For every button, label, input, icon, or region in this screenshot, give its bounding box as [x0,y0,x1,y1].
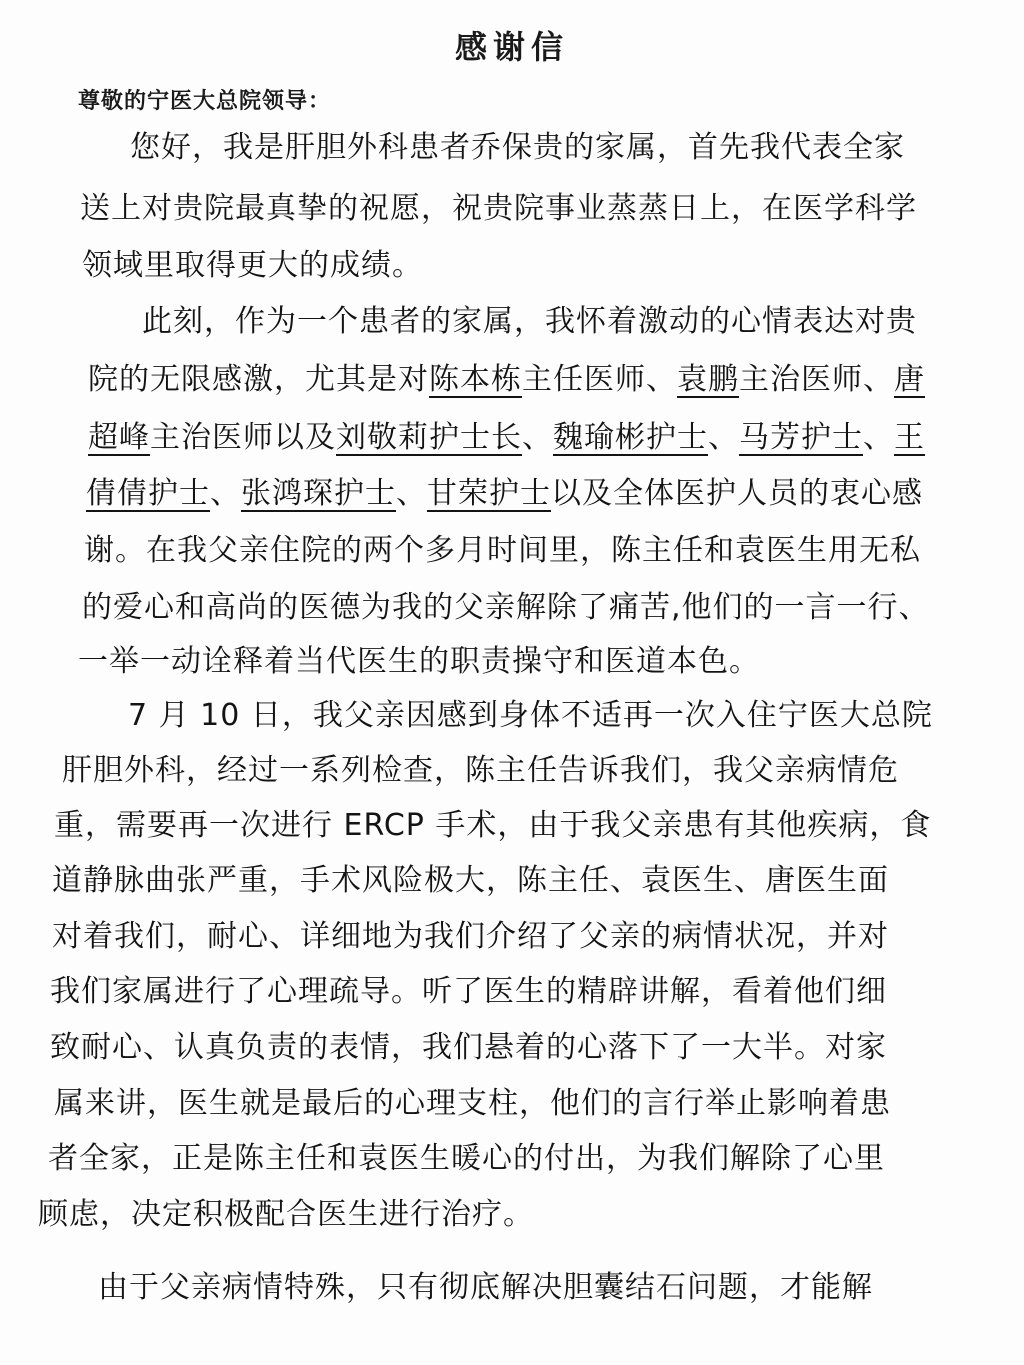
paragraph-1-line-2: 送上对贵院最真挚的祝愿，祝贵院事业蒸蒸日上，在医学科学 [80,191,917,226]
text-segment: 以及全体医护人员的衷心感 [551,476,923,511]
staff-name: 张鸿琛护士 [241,476,396,511]
staff-name: 倩倩护士 [86,476,210,511]
paragraph-2-line-3 [88,412,925,456]
staff-name: 袁鹏 [677,362,739,397]
paragraph-3-line-7: 致耐心、认真负责的表情，我们悬着的心落下了一大半。对家 [50,1030,887,1065]
text-segment: 、 [210,476,241,511]
paragraph-3-line-3: 重，需要再一次进行 ERCP 手术，由于我父亲患有其他疾病，食 [54,808,932,843]
paragraph-3-line-4: 道静脉曲张严重，手术风险极大，陈主任、袁医生、唐医生面 [52,863,889,898]
staff-name: 王 [894,420,925,455]
paragraph-2-line-4 [86,468,923,512]
paragraph-1-line-1: 您好，我是肝胆外科患者乔保贵的家属，首先我代表全家 [130,130,905,165]
staff-name: 马芳护士 [739,420,863,455]
paragraph-2-line-1: 此刻，作为一个患者的家属，我怀着激动的心情表达对贵 [142,304,917,339]
paragraph-2-line-2 [88,354,925,398]
text-segment: 、 [708,420,739,455]
paragraph-1-line-3: 领域里取得更大的成绩。 [82,248,423,283]
text-segment: 主治医师、 [739,362,894,397]
paragraph-3-line-8: 属来讲，医生就是最后的心理支柱，他们的言行举止影响着患 [54,1086,891,1121]
paragraph-3-line-2: 肝胆外科，经过一系列检查，陈主任告诉我们，我父亲病情危 [62,753,899,788]
staff-name: 陈本栋 [429,362,522,397]
paragraph-4-line-1: 由于父亲病情特殊，只有彻底解决胆囊结石问题，才能解 [98,1270,873,1305]
paragraph-3-line-9: 者全家，正是陈主任和袁医生暖心的付出，为我们解除了心里 [48,1141,885,1176]
salutation: 尊敬的宁医大总院领导： [78,89,332,114]
paragraph-2-line-7: 一举一动诠释着当代医生的职责操守和医道本色。 [78,644,760,679]
text-segment: 主治医师以及 [150,420,336,455]
staff-name: 魏瑜彬护士 [553,420,708,455]
letter-title: 感谢信 [454,28,569,66]
paragraph-3-line-1: 7 月 10 日，我父亲因感到身体不适再一次入住宁医大总院 [128,698,933,733]
staff-name: 甘荣护士 [427,476,551,511]
paragraph-3-line-5: 对着我们，耐心、详细地为我们介绍了父亲的病情状况，并对 [52,919,889,954]
text-segment: 、 [522,420,553,455]
paragraph-2-line-5: 谢。在我父亲住院的两个多月时间里，陈主任和袁医生用无私 [84,533,921,568]
text-segment: 院的无限感激，尤其是对 [88,362,429,397]
staff-name: 唐 [894,362,925,397]
paragraph-2-line-6: 的爱心和高尚的医德为我的父亲解除了痛苦,他们的一言一行、 [82,590,930,625]
text-segment: 主任医师、 [522,362,677,397]
staff-name: 刘敬莉护士长 [336,420,522,455]
paragraph-3-line-10: 顾虑，决定积极配合医生进行治疗。 [38,1197,534,1232]
text-segment: 、 [396,476,427,511]
staff-name: 超峰 [88,420,150,455]
text-segment: 、 [863,420,894,455]
paragraph-3-line-6: 我们家属进行了心理疏导。听了医生的精辟讲解，看着他们细 [50,974,887,1009]
